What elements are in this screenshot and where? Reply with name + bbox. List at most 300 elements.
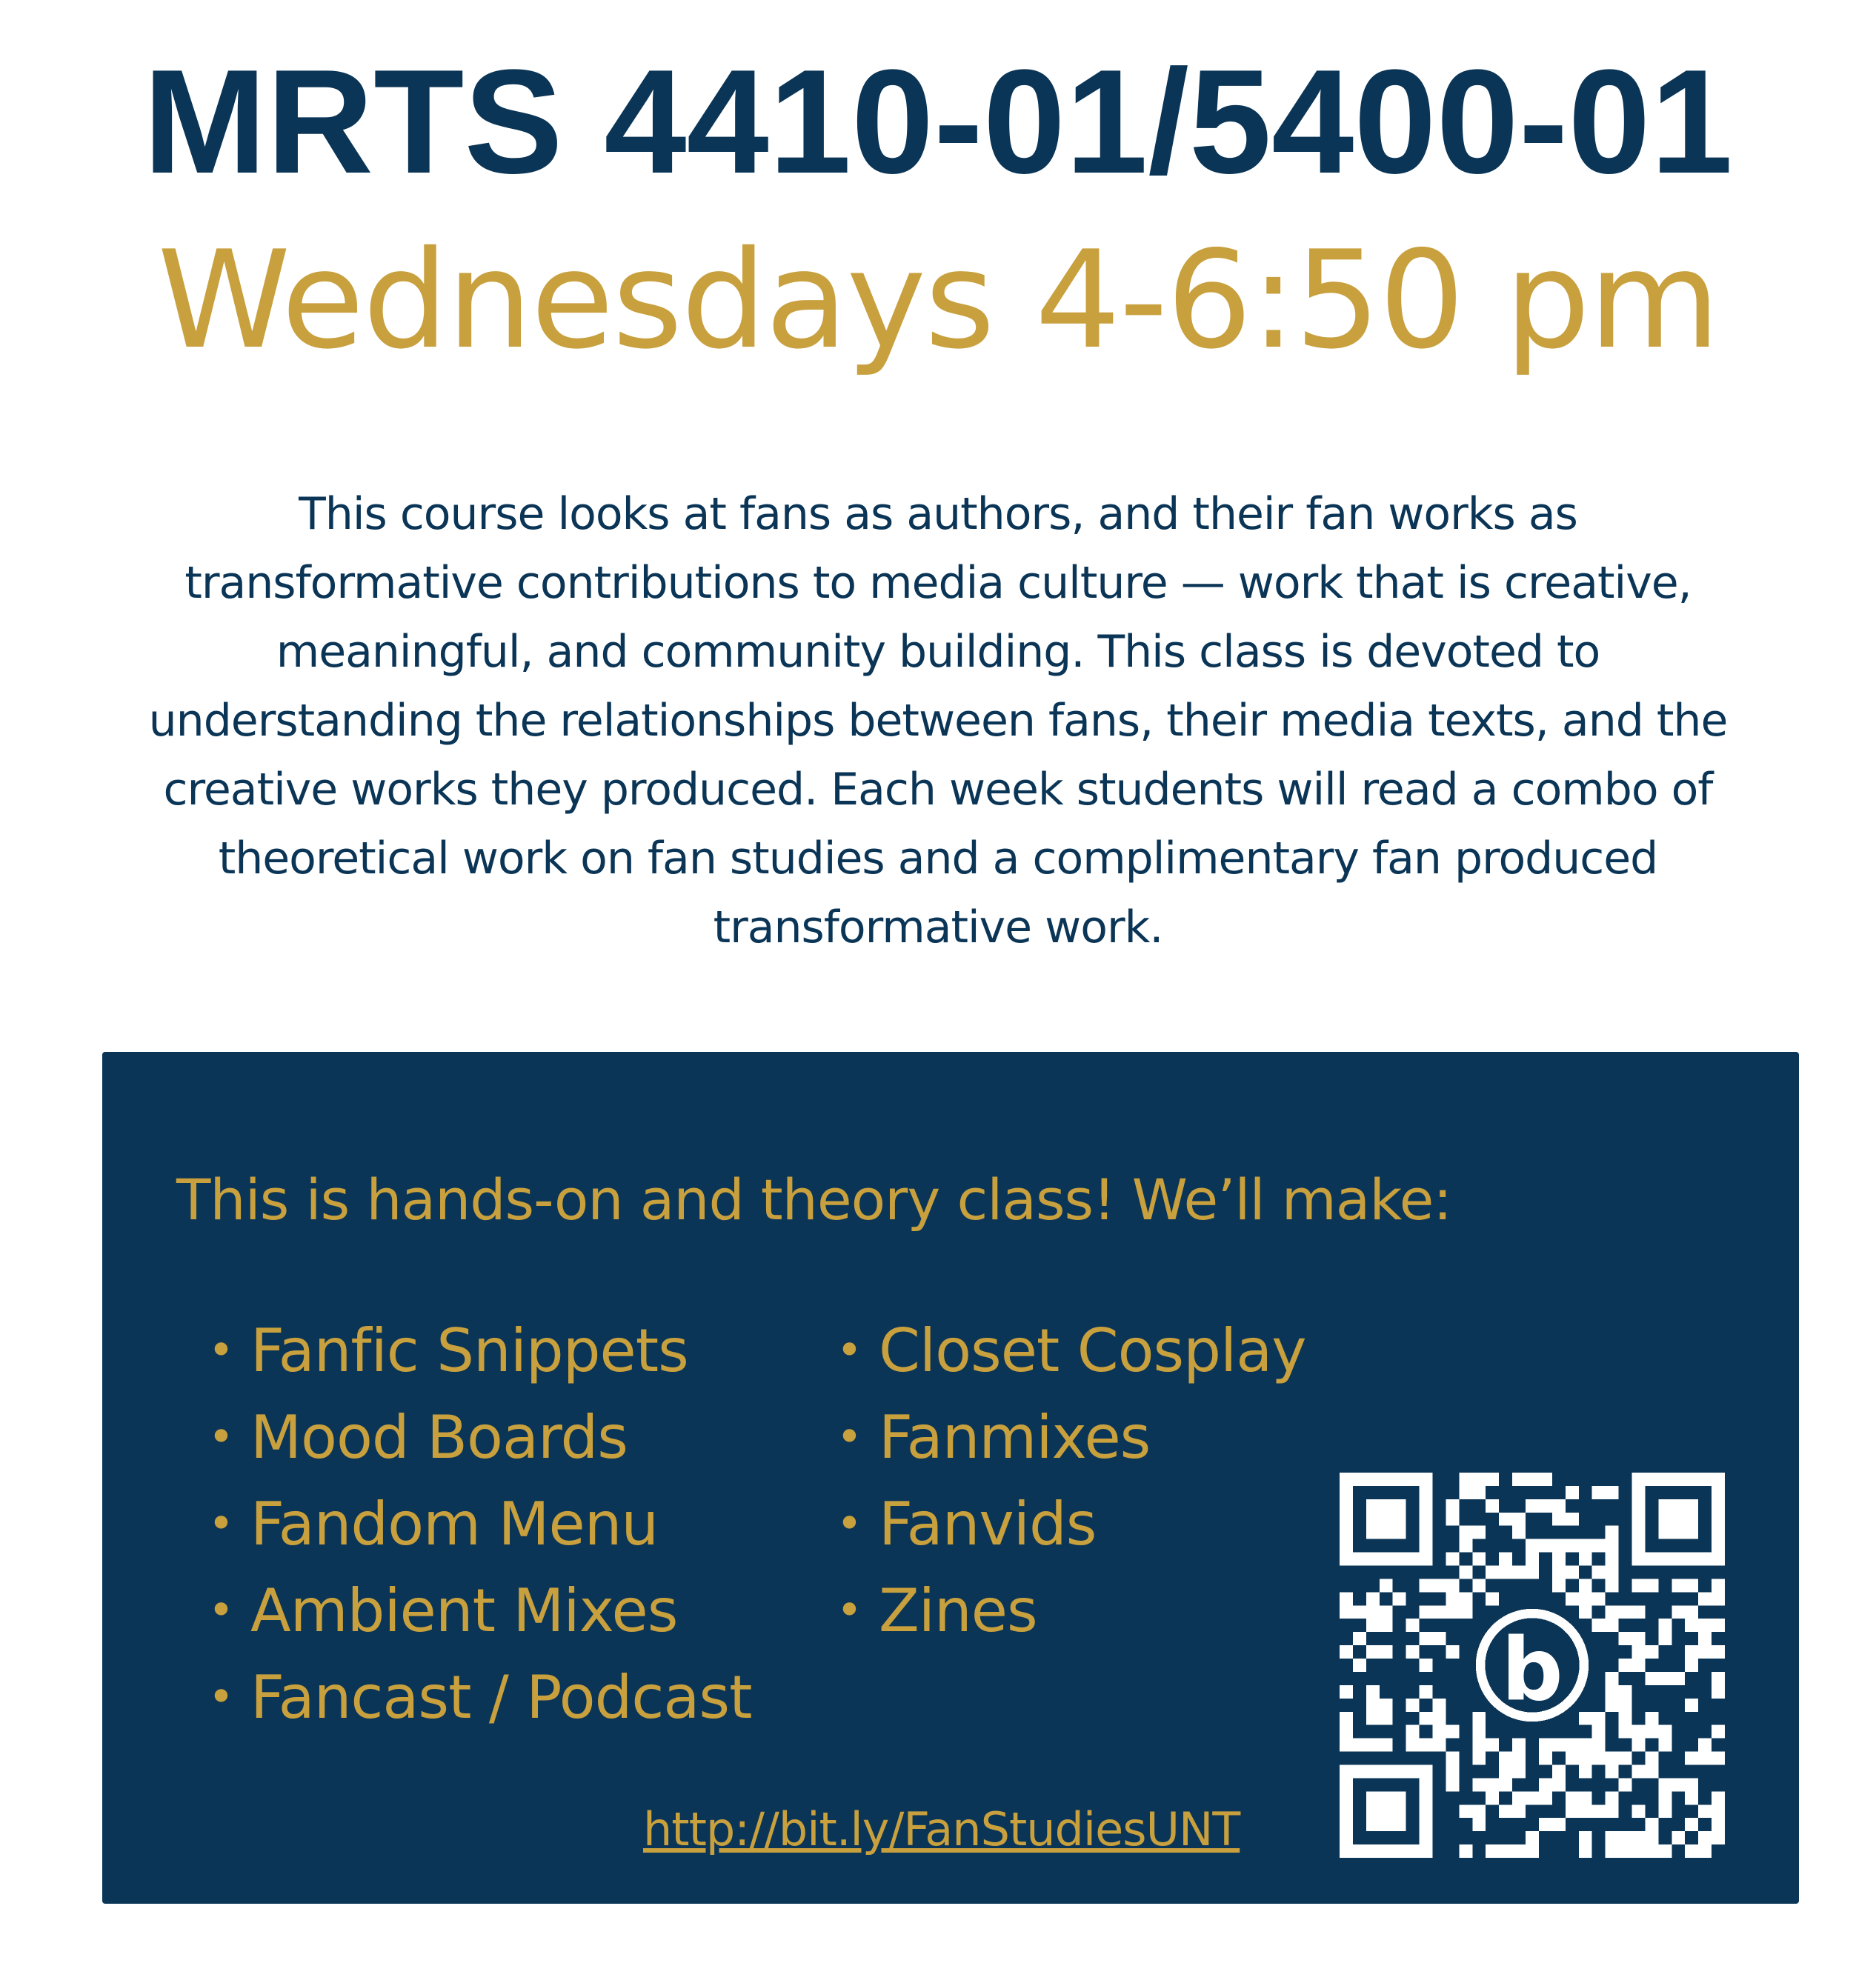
list-item-label: Fanvids	[879, 1490, 1097, 1559]
qr-module	[1512, 1739, 1526, 1752]
activities-list-left	[191, 1307, 751, 1741]
qr-module	[1499, 1752, 1512, 1765]
qr-module	[1685, 1645, 1698, 1659]
bullet-icon: •	[207, 1584, 234, 1636]
qr-module	[1658, 1778, 1672, 1791]
qr-module	[1566, 1804, 1579, 1818]
qr-module	[1472, 1526, 1486, 1539]
qr-module	[1420, 1739, 1433, 1752]
qr-module	[1420, 1579, 1433, 1592]
qr-module	[1499, 1804, 1512, 1818]
qr-module	[1420, 1685, 1433, 1699]
qr-module	[1406, 1739, 1420, 1752]
qr-module	[1619, 1699, 1632, 1712]
qr-module	[1606, 1685, 1619, 1699]
qr-module	[1459, 1592, 1472, 1605]
qr-module	[1366, 1605, 1380, 1619]
qr-module	[1340, 1592, 1353, 1605]
qr-module	[1459, 1473, 1472, 1486]
qr-module	[1592, 1712, 1606, 1725]
qr-module	[1619, 1831, 1632, 1844]
qr-module	[1685, 1605, 1698, 1619]
qr-module	[1658, 1672, 1672, 1685]
qr-module	[1472, 1486, 1486, 1499]
qr-module	[1446, 1645, 1459, 1659]
qr-module	[1539, 1752, 1552, 1765]
qr-module	[1631, 1659, 1645, 1672]
qr-module	[1592, 1566, 1606, 1579]
qr-module	[1486, 1499, 1499, 1513]
qr-module	[1566, 1791, 1579, 1804]
qr-module	[1712, 1672, 1725, 1685]
qr-module	[1619, 1685, 1632, 1699]
qr-module	[1579, 1791, 1592, 1804]
description-line: This course looks at fans as authors, and their fan works as	[299, 488, 1577, 540]
qr-module	[1552, 1566, 1566, 1579]
qr-module	[1645, 1752, 1658, 1765]
qr-module	[1499, 1566, 1512, 1579]
qr-module	[1592, 1752, 1606, 1765]
qr-module	[1698, 1831, 1712, 1844]
qr-module	[1685, 1699, 1698, 1712]
qr-module	[1645, 1645, 1658, 1659]
qr-module	[1606, 1764, 1619, 1778]
qr-module	[1512, 1526, 1526, 1539]
qr-module	[1433, 1725, 1446, 1739]
qr-module	[1606, 1791, 1619, 1804]
description-line: creative works they produced. Each week students will read a combo of	[163, 764, 1713, 816]
qr-module	[1486, 1778, 1499, 1791]
qr-module	[1526, 1539, 1539, 1553]
qr-module	[1606, 1486, 1619, 1499]
qr-module	[1685, 1791, 1698, 1804]
qr-module	[1566, 1539, 1579, 1553]
qr-module	[1526, 1553, 1539, 1566]
qr-module	[1459, 1804, 1472, 1818]
qr-module	[1512, 1473, 1526, 1486]
qr-module	[1406, 1699, 1420, 1712]
qr-module	[1380, 1699, 1393, 1712]
qr-module	[1380, 1645, 1393, 1659]
qr-module	[1472, 1804, 1486, 1818]
qr-module	[1592, 1592, 1606, 1605]
qr-module	[1566, 1752, 1579, 1765]
qr-module	[1552, 1579, 1566, 1592]
list-item-label: Ambient Mixes	[250, 1576, 678, 1645]
qr-module	[1340, 1605, 1353, 1619]
qr-module	[1712, 1685, 1725, 1699]
qr-module	[1366, 1645, 1380, 1659]
qr-module	[1433, 1739, 1446, 1752]
qr-module	[1592, 1619, 1606, 1632]
qr-module	[1685, 1818, 1698, 1831]
qr-module	[1592, 1486, 1606, 1499]
qr-module	[1619, 1605, 1632, 1619]
qr-module	[1486, 1473, 1499, 1486]
list-item	[191, 1307, 751, 1394]
qr-module	[1486, 1844, 1499, 1858]
qr-module	[1420, 1605, 1433, 1619]
qr-module	[1446, 1778, 1459, 1791]
qr-module	[1499, 1553, 1512, 1566]
qr-module	[1433, 1632, 1446, 1645]
qr-module	[1579, 1831, 1592, 1844]
bullet-icon: •	[836, 1584, 862, 1636]
qr-module	[1433, 1579, 1446, 1592]
qr-module	[1698, 1752, 1712, 1765]
qr-module	[1526, 1473, 1539, 1486]
qr-module	[1619, 1844, 1632, 1858]
qr-module	[1353, 1739, 1366, 1752]
qr-module	[1486, 1739, 1499, 1752]
list-item-label: Fandom Menu	[250, 1490, 659, 1559]
qr-module	[1712, 1619, 1725, 1632]
qr-module	[1340, 1645, 1353, 1659]
description-line: transformative contributions to media culture — work that is creative,	[184, 557, 1692, 609]
qr-module	[1539, 1739, 1552, 1752]
qr-module	[1579, 1712, 1592, 1725]
description-line: theoretical work on fan studies and a complimentary fan produced	[218, 833, 1658, 884]
qr-module	[1579, 1752, 1592, 1765]
qr-module	[1526, 1791, 1539, 1804]
qr-module	[1459, 1486, 1472, 1499]
bullet-icon: •	[836, 1411, 862, 1463]
qr-module	[1472, 1752, 1486, 1765]
qr-module	[1579, 1579, 1592, 1592]
qr-module	[1539, 1539, 1552, 1553]
list-item	[191, 1394, 751, 1481]
description-line: meaningful, and community building. This class is devoted to	[276, 626, 1600, 678]
qr-module	[1446, 1553, 1459, 1566]
qr-module	[1486, 1566, 1499, 1579]
qr-module	[1619, 1632, 1632, 1645]
description-line: transformative work.	[713, 901, 1163, 953]
qr-module	[1380, 1605, 1393, 1619]
list-item-label: Zines	[879, 1576, 1037, 1645]
qr-module	[1472, 1725, 1486, 1739]
qr-module	[1592, 1725, 1606, 1739]
qr-module	[1486, 1791, 1499, 1804]
qr-module	[1552, 1764, 1566, 1778]
list-item	[191, 1481, 751, 1567]
qr-module	[1698, 1645, 1712, 1659]
qr-module	[1619, 1778, 1632, 1791]
qr-module	[1579, 1844, 1592, 1858]
qr-module	[1552, 1553, 1566, 1566]
qr-module	[1631, 1579, 1645, 1592]
qr-module	[1606, 1752, 1619, 1765]
qr-module	[1552, 1778, 1566, 1791]
qr-module	[1579, 1804, 1592, 1818]
qr-module	[1685, 1844, 1698, 1858]
qr-module	[1499, 1844, 1512, 1858]
qr-module	[1366, 1592, 1380, 1605]
qr-module	[1579, 1764, 1592, 1778]
list-item-label: Fanfic Snippets	[250, 1316, 688, 1385]
course-description	[96, 480, 1780, 962]
bullet-icon: •	[207, 1411, 234, 1463]
qr-module	[1698, 1632, 1712, 1645]
qr-module	[1353, 1605, 1366, 1619]
qr-module	[1512, 1764, 1526, 1778]
qr-module	[1459, 1605, 1472, 1619]
qr-module	[1459, 1539, 1472, 1553]
qr-module	[1579, 1605, 1592, 1619]
qr-module	[1698, 1804, 1712, 1818]
qr-module	[1366, 1619, 1380, 1632]
qr-module	[1353, 1632, 1366, 1645]
qr-logo-letter: b	[1501, 1620, 1563, 1721]
qr-module	[1631, 1725, 1645, 1739]
qr-module	[1658, 1619, 1672, 1632]
qr-module	[1340, 1685, 1353, 1699]
qr-module	[1631, 1739, 1645, 1752]
qr-module	[1606, 1619, 1619, 1632]
qr-module	[1658, 1739, 1672, 1752]
qr-module	[1606, 1553, 1619, 1566]
course-code-title: MRTS 4410-01/5400-01	[143, 39, 1733, 204]
list-item-label: Fancast / Podcast	[250, 1663, 752, 1732]
qr-module	[1459, 1844, 1472, 1858]
qr-module	[1619, 1725, 1632, 1739]
qr-module	[1380, 1619, 1393, 1632]
qr-module	[1606, 1699, 1619, 1712]
qr-module	[1672, 1579, 1685, 1592]
qr-module	[1446, 1752, 1459, 1765]
qr-module	[1592, 1804, 1606, 1818]
qr-module	[1606, 1579, 1619, 1592]
qr-module	[1353, 1659, 1366, 1672]
bullet-icon: •	[207, 1324, 234, 1376]
qr-module	[1672, 1778, 1685, 1791]
list-item-label: Closet Cosplay	[879, 1316, 1306, 1385]
qr-module	[1645, 1818, 1658, 1831]
qr-module	[1499, 1513, 1512, 1526]
qr-module	[1631, 1804, 1645, 1818]
qr-module	[1712, 1592, 1725, 1605]
qr-module	[1685, 1752, 1698, 1765]
qr-module	[1366, 1699, 1380, 1712]
qr-module	[1512, 1844, 1526, 1858]
qr-module	[1472, 1739, 1486, 1752]
qr-module	[1645, 1764, 1658, 1778]
qr-module	[1658, 1804, 1672, 1818]
qr-module	[1366, 1739, 1380, 1752]
qr-module	[1658, 1725, 1672, 1739]
qr-module	[1698, 1619, 1712, 1632]
qr-module	[1472, 1473, 1486, 1486]
qr-module	[1472, 1712, 1486, 1725]
bullet-icon: •	[207, 1671, 234, 1723]
qr-module	[1606, 1566, 1619, 1579]
qr-module	[1340, 1725, 1353, 1739]
qr-module	[1619, 1752, 1632, 1765]
qr-module	[1606, 1672, 1619, 1685]
qr-module	[1606, 1605, 1619, 1619]
qr-module	[1552, 1539, 1566, 1553]
qr-module	[1380, 1739, 1393, 1752]
qr-module	[1446, 1725, 1459, 1739]
qr-module	[1645, 1712, 1658, 1725]
qr-module	[1486, 1592, 1499, 1605]
qr-module	[1631, 1831, 1645, 1844]
qr-module	[1645, 1844, 1658, 1858]
bullet-icon: •	[836, 1498, 862, 1550]
qr-module	[1539, 1791, 1552, 1804]
qr-module	[1631, 1632, 1645, 1645]
qr-module	[1712, 1804, 1725, 1818]
qr-module	[1631, 1605, 1645, 1619]
activities-panel	[102, 1052, 1799, 1904]
qr-module	[1433, 1712, 1446, 1725]
qr-module	[1619, 1659, 1632, 1672]
qr-module	[1512, 1752, 1526, 1765]
qr-module	[1499, 1764, 1512, 1778]
qr-module	[1579, 1553, 1592, 1566]
list-item-label: Fanmixes	[879, 1403, 1151, 1472]
qr-module	[1672, 1672, 1685, 1685]
qr-module	[1459, 1566, 1472, 1579]
qr-module	[1672, 1605, 1685, 1619]
panel-heading: This is hands-on and theory class! We’ll make:	[176, 1167, 1452, 1233]
qr-module	[1712, 1645, 1725, 1659]
qr-module	[1685, 1778, 1698, 1791]
list-item	[191, 1567, 751, 1654]
qr-module	[1658, 1632, 1672, 1645]
qr-module	[1526, 1566, 1539, 1579]
qr-module	[1552, 1818, 1566, 1831]
qr-module	[1712, 1818, 1725, 1831]
qr-module	[1433, 1699, 1446, 1712]
qr-module	[1406, 1725, 1420, 1739]
qr-module	[1619, 1712, 1632, 1725]
list-item	[819, 1567, 1306, 1654]
qr-module	[1446, 1764, 1459, 1778]
qr-module	[1499, 1778, 1512, 1791]
qr-module	[1340, 1739, 1353, 1752]
qr-module	[1631, 1645, 1645, 1659]
qr-module	[1526, 1499, 1539, 1513]
list-item-label: Mood Boards	[250, 1403, 628, 1472]
qr-module	[1698, 1592, 1712, 1605]
qr-module	[1446, 1579, 1459, 1592]
qr-module	[1406, 1619, 1420, 1632]
qr-module	[1566, 1592, 1579, 1605]
qr-module	[1579, 1592, 1592, 1605]
qr-module	[1539, 1499, 1552, 1513]
qr-module	[1592, 1539, 1606, 1553]
bullet-icon: •	[207, 1498, 234, 1550]
list-item	[191, 1654, 751, 1741]
qr-module	[1672, 1831, 1685, 1844]
qr-module	[1472, 1778, 1486, 1791]
qr-module	[1539, 1473, 1552, 1486]
qr-module	[1552, 1513, 1566, 1526]
qr-module	[1512, 1513, 1526, 1526]
qr-module	[1380, 1712, 1393, 1725]
qr-module	[1698, 1844, 1712, 1858]
qr-module	[1631, 1764, 1645, 1778]
qr-module	[1658, 1791, 1672, 1804]
qr-module	[1472, 1818, 1486, 1831]
qr-module	[1539, 1818, 1552, 1831]
qr-module	[1552, 1499, 1566, 1513]
qr-module	[1446, 1513, 1459, 1526]
qr-module	[1446, 1499, 1459, 1513]
qr-module	[1645, 1672, 1658, 1685]
qr-module	[1340, 1712, 1353, 1725]
qr-module	[1393, 1592, 1406, 1605]
qr-module	[1446, 1592, 1459, 1605]
qr-module	[1685, 1619, 1698, 1632]
qr-module	[1566, 1566, 1579, 1579]
qr-code-icon[interactable]	[1340, 1473, 1725, 1858]
description-line: understanding the relationships between fans, their media texts, and the	[148, 695, 1728, 747]
qr-module	[1592, 1739, 1606, 1752]
qr-module	[1712, 1791, 1725, 1804]
qr-module	[1380, 1579, 1393, 1592]
qr-module	[1712, 1752, 1725, 1765]
qr-module	[1658, 1844, 1672, 1858]
qr-module	[1645, 1579, 1658, 1592]
qr-module	[1512, 1804, 1526, 1818]
qr-module	[1645, 1725, 1658, 1739]
activities-list-right	[819, 1307, 1306, 1654]
qr-module	[1446, 1605, 1459, 1619]
list-item	[819, 1394, 1306, 1481]
qr-module	[1606, 1539, 1619, 1553]
list-item	[819, 1481, 1306, 1567]
qr-module	[1606, 1526, 1619, 1539]
qr-module	[1552, 1739, 1566, 1752]
course-link[interactable]: http://bit.ly/FanStudiesUNT	[643, 1802, 1240, 1856]
qr-module	[1566, 1513, 1579, 1526]
qr-module	[1579, 1739, 1592, 1752]
qr-module	[1472, 1553, 1486, 1566]
qr-module	[1606, 1844, 1619, 1858]
bullet-icon: •	[836, 1324, 862, 1376]
qr-module	[1472, 1579, 1486, 1592]
qr-module	[1606, 1804, 1619, 1818]
qr-module	[1685, 1659, 1698, 1672]
qr-module	[1566, 1739, 1579, 1752]
qr-module	[1420, 1712, 1433, 1725]
qr-module	[1712, 1579, 1725, 1592]
qr-module	[1579, 1539, 1592, 1553]
qr-module	[1566, 1486, 1579, 1499]
qr-module	[1712, 1831, 1725, 1844]
qr-module	[1645, 1831, 1658, 1844]
qr-module	[1459, 1526, 1472, 1539]
qr-module	[1420, 1659, 1433, 1672]
qr-module	[1366, 1712, 1380, 1725]
qr-module	[1631, 1844, 1645, 1858]
qr-module	[1606, 1831, 1619, 1844]
qr-module	[1512, 1566, 1526, 1579]
qr-module	[1526, 1844, 1539, 1858]
qr-module	[1539, 1778, 1552, 1791]
qr-module	[1712, 1725, 1725, 1739]
list-item	[819, 1307, 1306, 1394]
qr-module	[1685, 1579, 1698, 1592]
schedule-subtitle: Wednesdays 4-6:50 pm	[157, 221, 1719, 379]
qr-module	[1406, 1645, 1420, 1659]
qr-module	[1526, 1831, 1539, 1844]
qr-module	[1512, 1791, 1526, 1804]
qr-module	[1420, 1632, 1433, 1645]
qr-module	[1698, 1739, 1712, 1752]
qr-module	[1366, 1685, 1380, 1699]
